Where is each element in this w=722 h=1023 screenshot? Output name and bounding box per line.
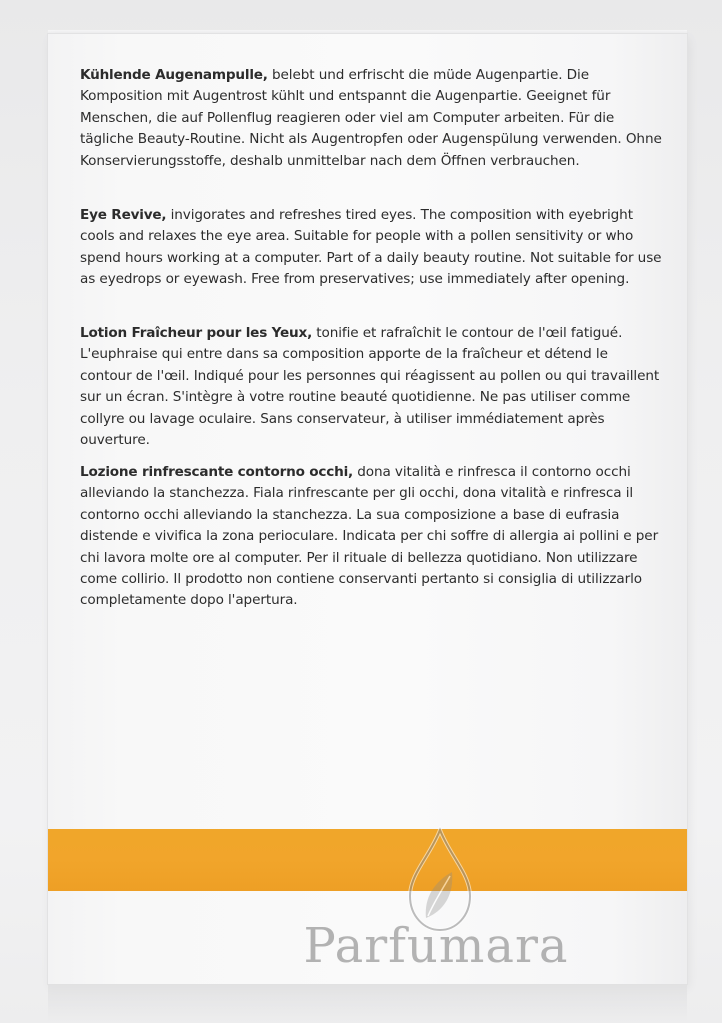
watermark-text: Parfumara <box>303 918 569 974</box>
description-english-body: invigorates and refreshes tired eyes. The composition with eyebright cools and relaxes the eye area. Suitable for people with a pollen sensitivity or who spend hours working at a computer. Part of a daily beauty routine. Not suitable for use as eyedrops or eyewash. Free from preservatives; use immediately after opening. <box>80 207 662 288</box>
orange-stripe <box>48 829 687 891</box>
description-italian-body: dona vitalità e rinfresca il contorno occhi alleviando la stanchezza. Fiala rinfrescante per gli occhi, dona vitalità e rinfresca il contorno occhi alleviando la stanchezza. La sua composizione a base di eufrasia distende e vivifica la zona perioculare. Indicata per chi soffre di allergia ai pollini e per chi lavora molte ore al computer. Per il rituale di bellezza quotidiano. Non utilizzare come collirio. Il prodotto non contiene conservanti pertanto si consiglia di utilizzarlo completamente dopo l'apertura. <box>80 464 659 609</box>
description-german-lead: Kühlende Augenampulle, <box>80 67 268 83</box>
description-french <box>80 323 662 451</box>
description-german <box>80 65 662 172</box>
surface-reflection <box>48 984 687 1023</box>
description-italian <box>80 462 662 612</box>
description-german-body: belebt und erfrischt die müde Augenpartie. Die Komposition mit Augentrost kühlt und entspannt die Augenpartie. Geeignet für Menschen, die auf Pollenflug reagieren oder viel am Computer arbeiten. Für die tägliche Beauty-Routine. Nicht als Augentropfen oder Augenspülung verwenden. Ohne Konservierungsstoffe, deshalb unmittelbar nach dem Öffnen verbrauchen. <box>80 67 662 169</box>
description-english-lead: Eye Revive, <box>80 207 167 223</box>
description-french-body: tonifie et rafraîchit le contour de l'œil fatigué. L'euphraise qui entre dans sa composition apporte de la fraîcheur et détend le contour de l'œil. Indiqué pour les personnes qui réagissent au pollen ou qui travaillent sur un écran. S'intègre à votre routine beauté quotidienne. Ne pas utiliser comme collyre ou lavage oculaire. Sans conservateur, à utiliser immédiatement après ouverture. <box>80 325 660 449</box>
description-french-lead: Lotion Fraîcheur pour les Yeux, <box>80 325 313 341</box>
description-english <box>80 205 662 291</box>
description-italian-lead: Lozione rinfrescante contorno occhi, <box>80 464 353 480</box>
